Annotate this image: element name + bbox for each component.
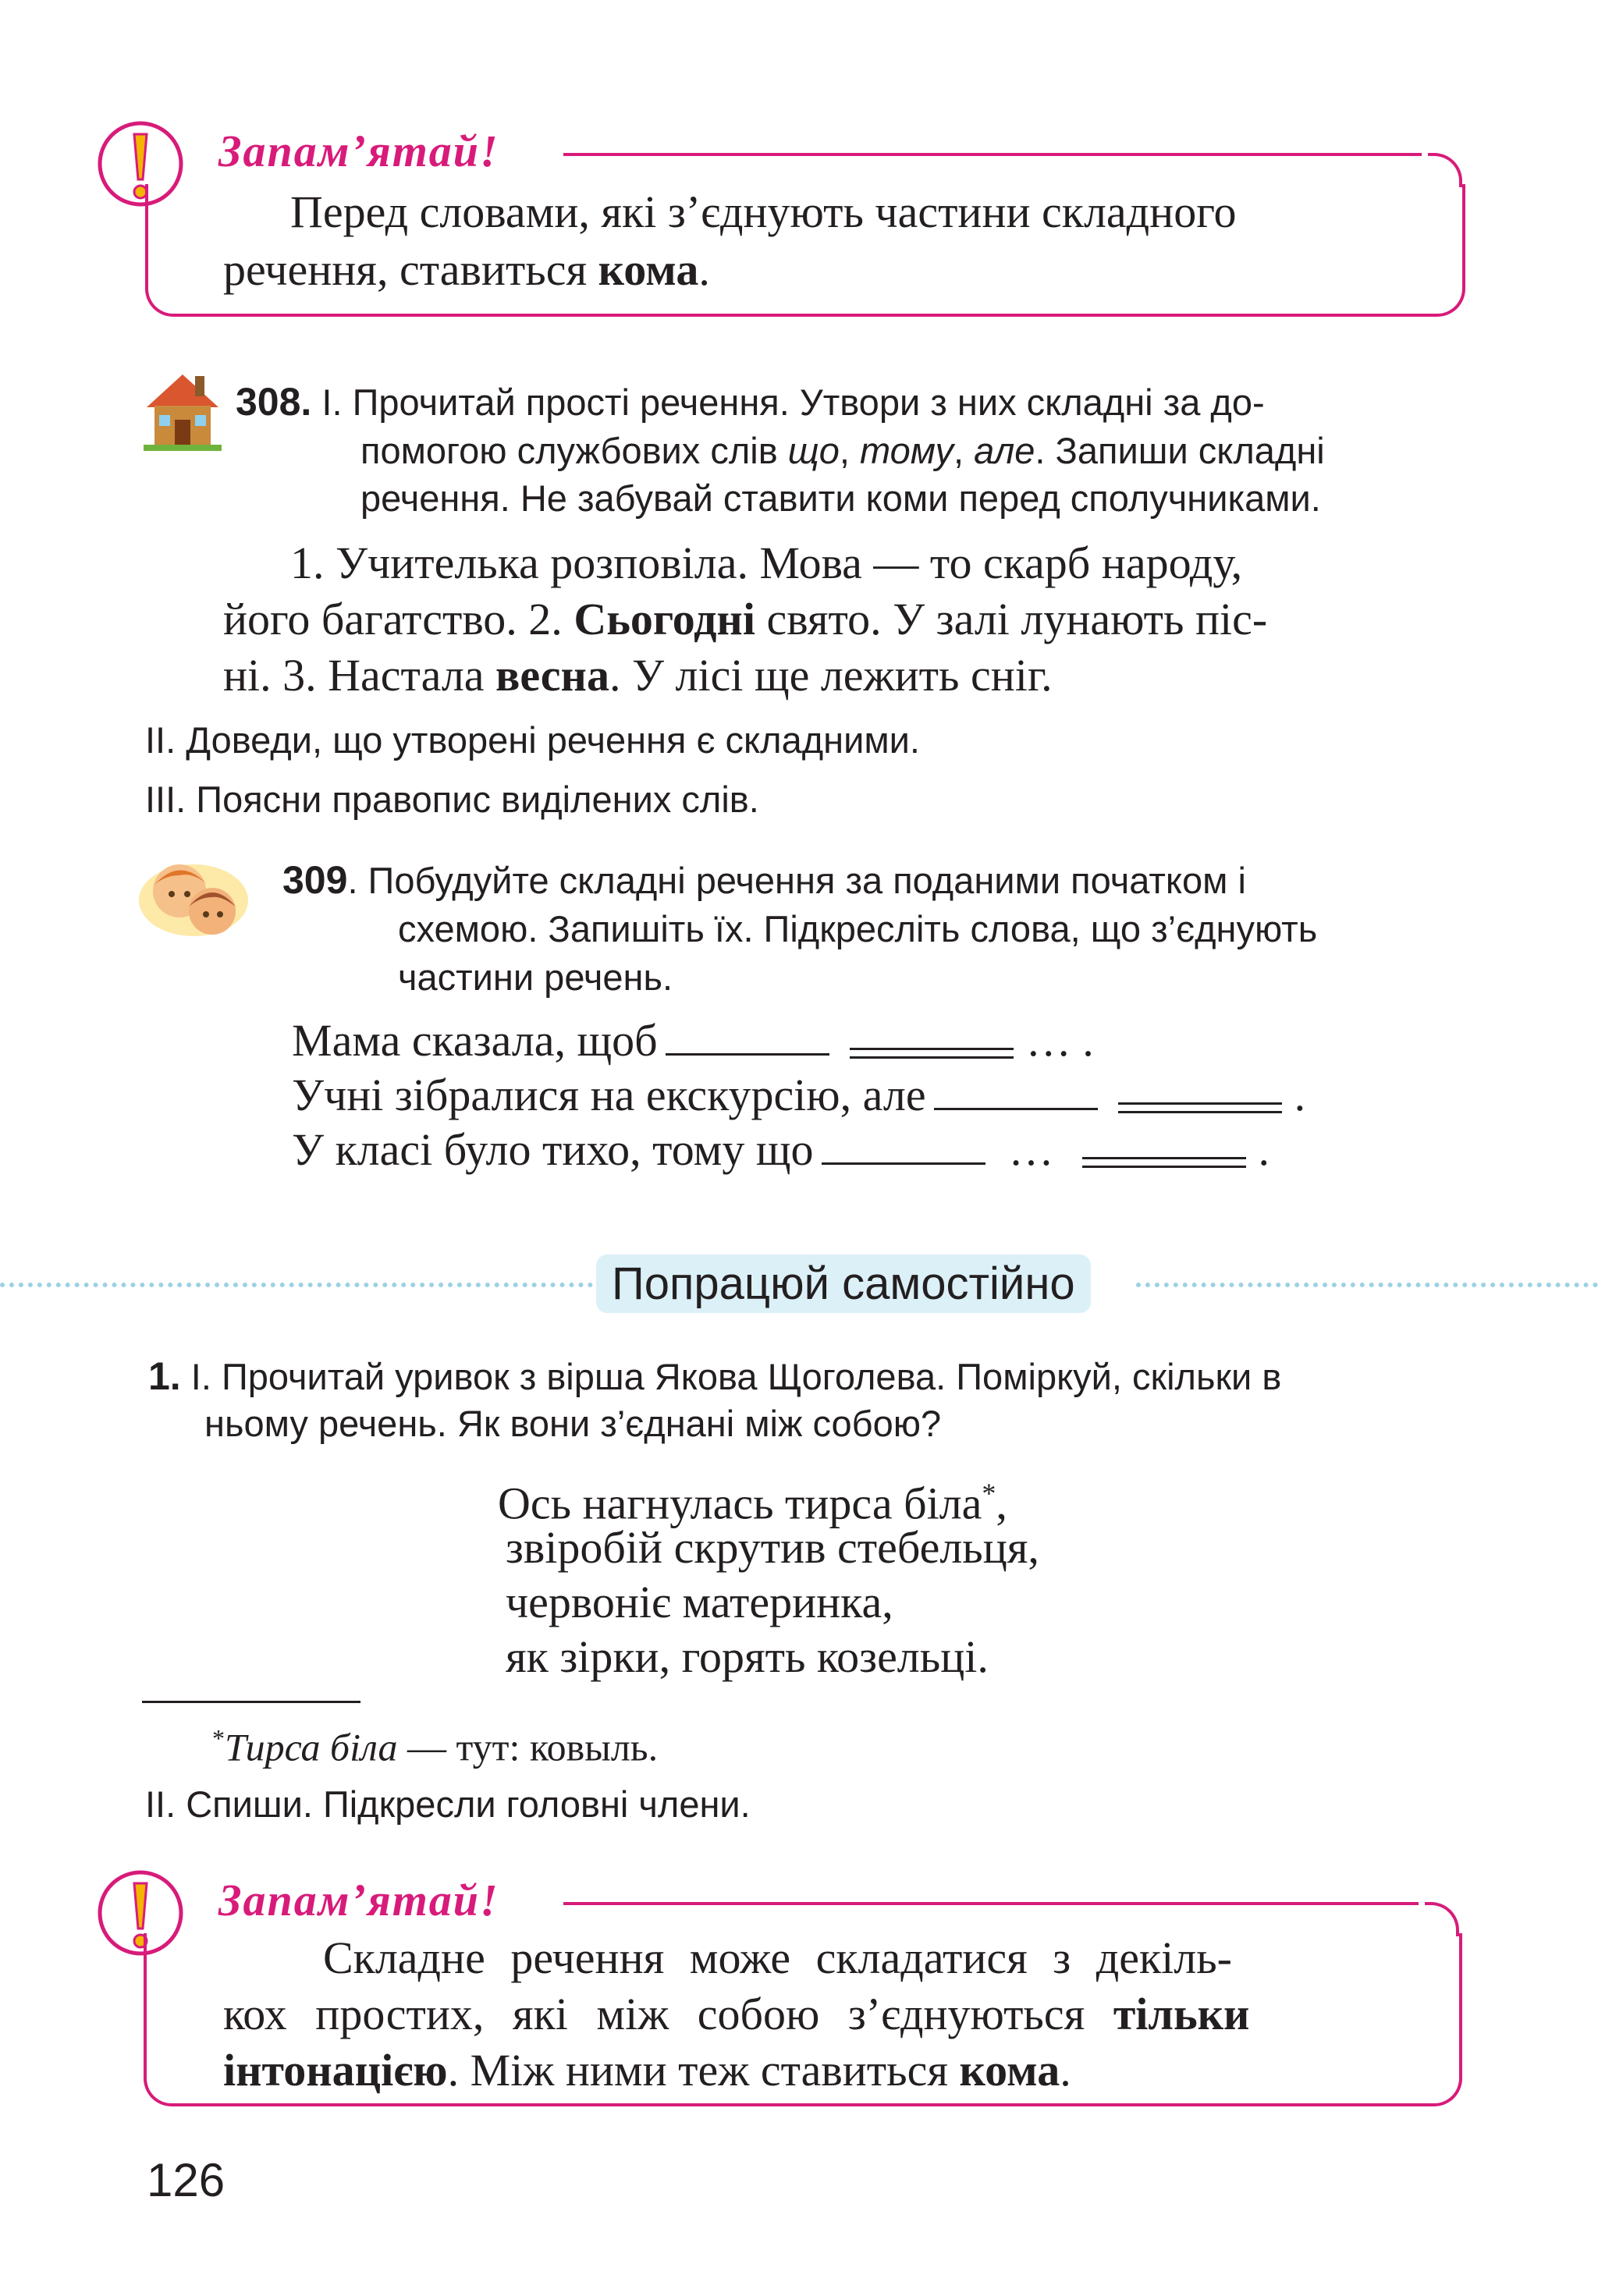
- text-run: його багатство. 2.: [223, 594, 574, 644]
- exercise-1-line-2: ньому речень. Як вони з’єднані між собою?: [204, 1403, 942, 1444]
- exercise-1-part-2: ІІ. Спиши. Підкресли головні члени.: [145, 1783, 751, 1825]
- task-308-example-line-2: [223, 591, 1267, 648]
- text-run: свято. У залі лунають піс-: [755, 594, 1268, 644]
- text-run: . Побудуйте складні речення за поданими початком і: [347, 860, 1246, 901]
- text-run: .: [1294, 1070, 1306, 1120]
- italic-word: тому: [860, 430, 953, 471]
- remember-corner: [1425, 1902, 1459, 1936]
- poem-line-4: як зірки, горять козельці.: [506, 1631, 989, 1682]
- text-run: …: [1008, 1124, 1054, 1175]
- text-run: . Запиши складні: [1035, 430, 1325, 471]
- blank-double-line: [850, 1048, 1014, 1059]
- footnote-marker: *: [212, 1724, 225, 1752]
- text-run: . У лісі ще лежить сніг.: [609, 650, 1053, 701]
- remember-text-line-2: [223, 1986, 1249, 2042]
- dotted-line-right: [1136, 1283, 1598, 1287]
- poem-line-2: звіробій скрутив стебельця,: [506, 1522, 1039, 1573]
- task-308-part-3: ІІІ. Поясни правопис виділених слів.: [145, 779, 759, 820]
- house-icon: [140, 368, 225, 454]
- page-number: 126: [147, 2154, 225, 2206]
- text-run: ні. 3. Настала: [223, 650, 496, 701]
- footnote-separator: [142, 1701, 360, 1703]
- footnote: [212, 1715, 658, 1771]
- bold-word: кома: [598, 244, 699, 295]
- text-run: І. Прочитай уривок з вірша Якова Щоголева. Поміркуй, скільки в: [190, 1356, 1282, 1397]
- text-run: Мама сказала, щоб: [292, 1015, 658, 1066]
- task-308-example-line-1: 1. Учителька розповіла. Мова — то скарб народу,: [290, 538, 1243, 588]
- remember-title: Запам’ятай!: [218, 126, 499, 176]
- text-run: . Між ними теж ставиться: [447, 2045, 960, 2095]
- task-number: 308.: [236, 380, 312, 424]
- text-run: .: [1060, 2045, 1071, 2095]
- task-309-instruction-line-1: [282, 857, 1246, 904]
- section-title: Попрацюй самостійно: [596, 1254, 1091, 1313]
- blank-single-line: [666, 1052, 829, 1056]
- task-309-instruction-line-3: частини речень.: [398, 956, 673, 998]
- italic-word: але: [974, 430, 1035, 471]
- blank-single-line: [934, 1107, 1098, 1110]
- footnote-term: Тирса біла: [225, 1725, 398, 1769]
- text-run: І. Прочитай прості речення. Утвори з них складні за до-: [321, 381, 1265, 423]
- text-run: ,: [996, 1478, 1007, 1529]
- task-309-instruction-line-2: схемою. Запишіть їх. Підкресліть слова, що з’єднують: [398, 908, 1318, 949]
- remember-top-line: [563, 153, 1422, 156]
- text-run: речення, ставиться: [223, 244, 598, 295]
- text-run: помогою службових слів: [360, 430, 788, 471]
- text-run: … .: [1025, 1015, 1094, 1066]
- bold-word: кома: [959, 2045, 1060, 2095]
- bold-word: весна: [495, 650, 609, 701]
- footnote-marker: *: [982, 1478, 996, 1509]
- remember-title: Запам’ятай!: [218, 1875, 499, 1925]
- blank-single-line: [822, 1162, 985, 1165]
- task-308-instruction-line-3: речення. Не забувай ставити коми перед сполучниками.: [360, 477, 1321, 519]
- task-number: 309: [282, 858, 348, 902]
- exercise-1-line-1: [148, 1353, 1281, 1400]
- remember-top-line: [563, 1902, 1419, 1905]
- task-308-example-line-3: [223, 648, 1053, 704]
- task-308-part-2: ІІ. Доведи, що утворені речення є складними.: [145, 719, 920, 761]
- bold-word: тільки: [1113, 1989, 1250, 2039]
- exercise-number: 1.: [148, 1354, 181, 1398]
- remember-text-line-1: Складне речення може складатися з декіль-: [323, 1932, 1232, 1983]
- scheme-sentence-3: [292, 1122, 1270, 1178]
- text-run: кох простих, які між собою з’єднуються: [223, 1989, 1113, 2039]
- text-run: .: [1258, 1124, 1270, 1175]
- scheme-sentence-1: [292, 1013, 1094, 1069]
- bold-word: інтонацією: [223, 2045, 448, 2095]
- text-run: .: [698, 244, 710, 295]
- scheme-sentence-2: [292, 1067, 1305, 1123]
- task-308-instruction-line-2: [360, 427, 1325, 474]
- text-run: Учні зібралися на екскурсію, але: [292, 1070, 926, 1120]
- text-run: У класі було тихо, тому що: [292, 1124, 814, 1175]
- bold-word: Сьогодні: [574, 594, 755, 644]
- remember-text-line-1: Перед словами, які з’єднують частини складного: [290, 186, 1237, 237]
- blank-double-line: [1082, 1157, 1246, 1168]
- remember-text-line-3: [223, 2042, 1071, 2099]
- dotted-line-left: [0, 1283, 593, 1287]
- remember-text-line-2: [223, 242, 710, 298]
- poem-line-3: червоніє материнка,: [506, 1577, 893, 1627]
- text-run: — тут: ковыль.: [397, 1725, 659, 1769]
- text-run: Ось нагнулась тирса біла: [498, 1478, 982, 1529]
- task-308-instruction-line-1: [236, 378, 1265, 426]
- text-run: ,: [953, 430, 975, 471]
- text-run: ,: [839, 430, 861, 471]
- italic-word: що: [787, 430, 840, 471]
- remember-corner: [1428, 153, 1462, 187]
- blank-double-line: [1118, 1102, 1282, 1113]
- kids-faces-icon: [137, 852, 250, 942]
